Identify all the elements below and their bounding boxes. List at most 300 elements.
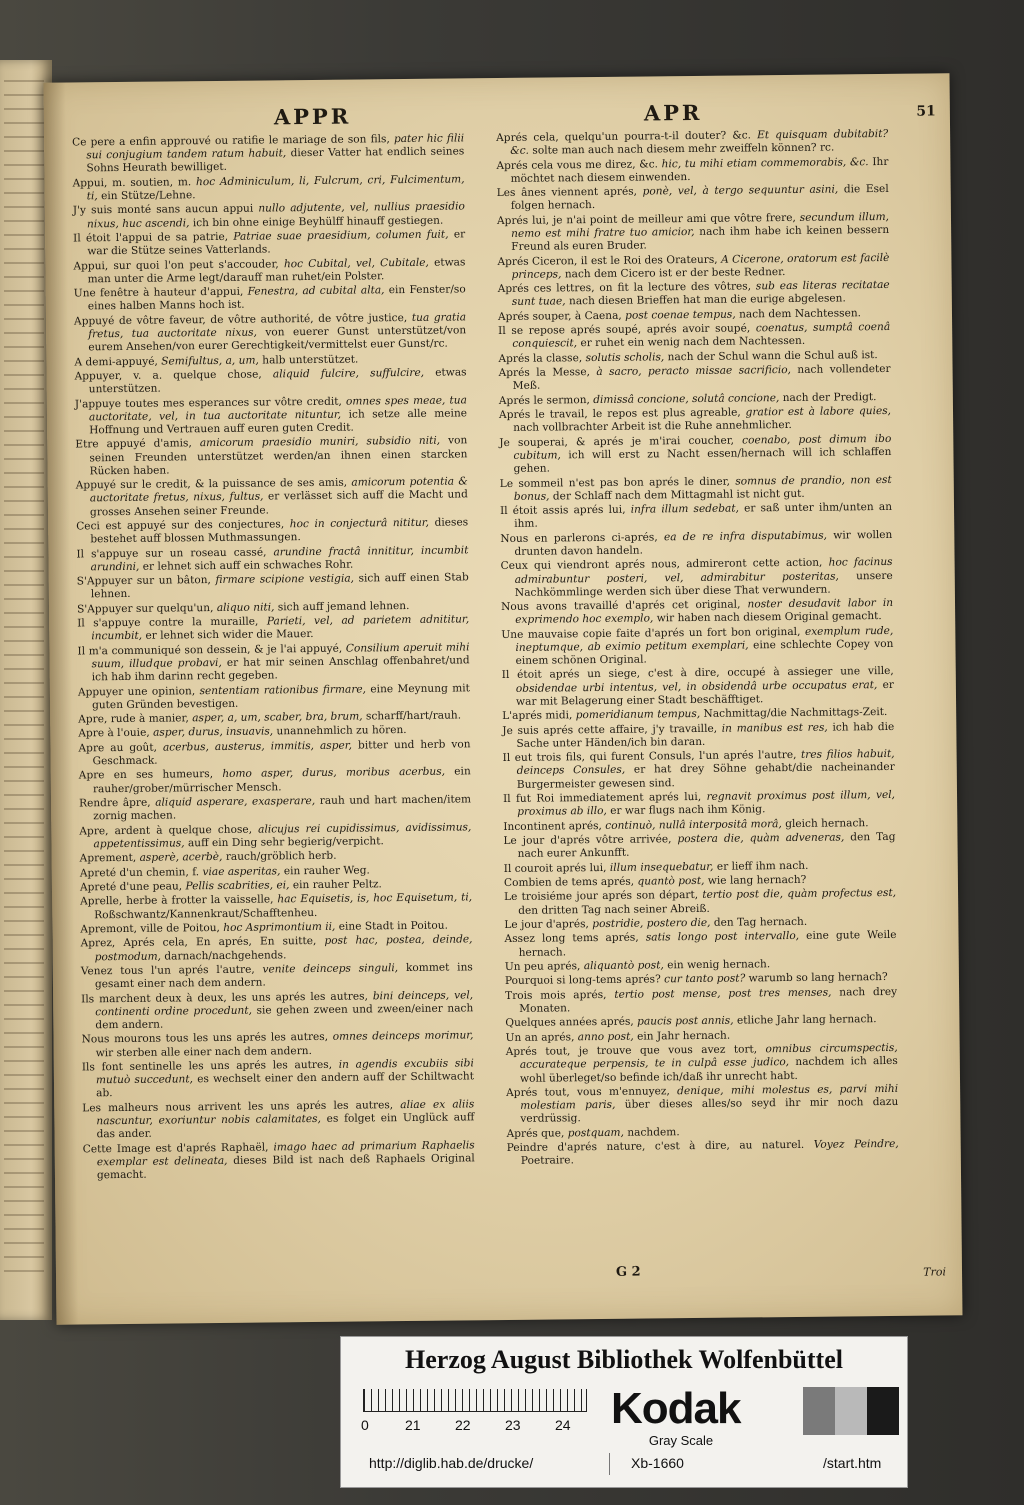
entry-de: sich auff einen Stab lehnen. <box>90 571 469 601</box>
entry-lat: Fenestra, ad cubital alta, <box>247 284 385 298</box>
dictionary-entry <box>81 961 473 992</box>
entry-fr: Appuyé de vôtre faveur, de vôtre authorité, de vôtre justice, <box>73 311 408 328</box>
entry-fr: Aprés souper, à Caena, <box>497 309 622 323</box>
entry-de: er lehnet sich auff ein schwaches Rohr. <box>142 558 354 573</box>
entry-fr: Pourquoi si long-tems aprés? <box>504 973 661 988</box>
entry-lat: hoc Asprimontium ii, <box>223 920 336 934</box>
book-page <box>44 73 963 1324</box>
swatch-mid-gray <box>803 1387 835 1435</box>
entry-lat: coenabo, post dimum ibo cubitum, <box>513 432 892 462</box>
entry-fr: Ils marchent deux à deux, les uns aprés les autres, <box>81 990 368 1006</box>
right-column <box>496 128 899 1170</box>
entry-lat: in agendis excubiis sibi mutuò succedunt, <box>95 1057 474 1087</box>
library-target-card <box>340 1336 908 1488</box>
entry-de: ein rauher/grober/mürrischer Mensch. <box>92 765 471 795</box>
dictionary-entry <box>497 211 889 255</box>
entry-lat: viae asperitas, <box>202 864 281 878</box>
entry-lat: cur tanto post? <box>664 972 746 986</box>
dictionary-entry <box>499 363 891 394</box>
entry-de: nachdem ich alles wohl überleget/so befinde ich/daß ihr unrecht habt. <box>519 1055 898 1085</box>
dictionary-entry <box>73 228 465 259</box>
entry-fr: Il m'a communiqué son dessein, & je l'ai appuyé, <box>77 642 343 658</box>
entry-de: ich setze alle meine Hoffnung und Vertrauen auff euren guten Credit. <box>89 407 468 437</box>
catchword: Troi <box>923 1265 947 1279</box>
dictionary-entry <box>82 1098 474 1142</box>
entry-de: rauh und hart machen/item zornig machen. <box>93 793 472 823</box>
dictionary-entry <box>503 748 895 792</box>
entry-fr: Il s'appuye sur un roseau cassé, <box>76 546 267 560</box>
entry-lat: Voyez Peindre, <box>813 1138 899 1151</box>
entry-de: bitter und herb von Geschmack. <box>92 738 471 768</box>
entry-fr: Aprés lui, je n'ai point de meilleur ami que vôtre frere, <box>496 211 796 227</box>
entry-fr: Apre, rude à manier, <box>78 712 189 726</box>
dictionary-entry <box>79 766 471 797</box>
url-text: http://diglib.hab.de/drucke/ <box>369 1455 534 1471</box>
entry-de: nach der Schul wann die Schul auß ist. <box>667 348 878 364</box>
entry-fr: Etre appuyé d'amis, <box>75 437 192 451</box>
entry-fr: Aprés la classe, <box>498 351 583 365</box>
dictionary-entry <box>499 405 891 436</box>
dictionary-entry <box>73 256 465 287</box>
previous-page-edge <box>0 60 52 1320</box>
entry-fr: Ils font sentinelle les uns aprés les autres, <box>81 1058 333 1074</box>
dictionary-entry <box>498 321 890 352</box>
entry-lat: pomeridianum tempus, <box>575 708 701 722</box>
entry-de: ich bin ohne einige Beyhülff hinauff gestiegen. <box>192 214 444 229</box>
entry-de: solte man auch nach diesem mehr zweiffeln können? rc. <box>532 141 835 157</box>
entry-lat: amicorum potentia & auctoritate fretus, nixus, fultus, <box>89 475 468 505</box>
gray-swatches <box>803 1387 899 1435</box>
entry-fr: Apreté d'un chemin, f. <box>79 865 200 880</box>
entry-fr: Rendre âpre, <box>79 796 151 810</box>
entry-de: er ruhet ein wenig nach dem Nachtessen. <box>580 335 806 350</box>
entry-de: er war flugs nach ihm König. <box>610 803 766 818</box>
dictionary-entry <box>496 128 888 159</box>
kodak-logo-block <box>611 1384 751 1448</box>
entry-fr: Il fut Roi immediatement aprés lui, <box>502 790 702 806</box>
entry-lat: Pellis scabrities, ei, <box>185 879 290 893</box>
entry-fr: Apremont, ville de Poitou, <box>80 921 220 936</box>
entry-de: den Tag hernach. <box>713 915 808 929</box>
entry-fr: Venez tous l'un aprés l'autre, <box>80 963 255 978</box>
entry-de: sie gehen zween und zween/einer nach dem andern. <box>95 1002 474 1032</box>
entry-fr: Nous mourons tous les uns aprés les autres, <box>81 1031 329 1046</box>
ruler-label: 22 <box>455 1417 471 1433</box>
entry-fr: Je souperai, & aprés je m'irai coucher, <box>499 434 735 449</box>
entry-lat: postquam, <box>567 1126 624 1140</box>
dictionary-entry <box>497 252 889 283</box>
entry-fr: Aprés ces lettres, on fit la lecture des vôtres, <box>497 280 752 296</box>
dictionary-entry <box>77 641 469 685</box>
library-name: Herzog August Bibliothek Wolfenbüttel <box>405 1345 843 1374</box>
entry-lat: nullo adjutente, vel, nullius praesidio nixus, huc ascendi, <box>86 200 465 230</box>
entry-de: über dieses alles/so seyd ihr mir noch dazu verdrüssig. <box>520 1096 899 1126</box>
ruler-label: 23 <box>505 1417 521 1433</box>
entry-lat: sub eas literas recitatae sunt tuae, <box>511 279 890 309</box>
entry-fr: Aprés cela vous me direz, &c. <box>496 157 659 172</box>
entry-lat: regnavit proximus post illum, vel, proximus ab illo, <box>517 788 896 819</box>
entry-lat: à sacro, peracto missae sacrificio, <box>596 364 792 379</box>
entry-lat: solutis scholis, <box>585 351 665 364</box>
entry-fr: Un peu aprés, <box>504 960 581 973</box>
entry-fr: Aprés cela, quelqu'un pourra-t-il douter? &c. <box>496 129 752 145</box>
entry-fr: Le jour d'aprés vôtre arrivée, <box>503 833 672 848</box>
dictionary-entry <box>499 433 891 477</box>
entry-de: ein rauher Peltz. <box>292 878 382 892</box>
entry-lat: acerbus, austerus, immitis, asper, <box>162 739 353 754</box>
entry-lat: somnus de prandio, non est bonus, <box>513 473 892 503</box>
entry-lat: hoc Adminiculum, li, Fulcrum, cri, Fulcimentum, ti, <box>86 173 465 203</box>
entry-fr: Aprés la Messe, <box>498 366 591 380</box>
entry-fr: Cette Image est d'aprés Raphaël, <box>82 1141 269 1156</box>
entry-lat: tertio post mense, post tres menses, <box>614 986 832 1001</box>
dictionary-entry <box>75 394 467 438</box>
entry-fr: Il s'appuye contre la muraille, <box>77 615 259 630</box>
entry-lat: A Cicerone, oratorum est facilè princeps, <box>511 251 890 281</box>
entry-de: er verlässet sich auff die Macht und grosses Ansehen seiner Freunde. <box>89 488 468 518</box>
entry-fr: Trois mois aprés, <box>505 988 607 1002</box>
dictionary-entry <box>496 156 888 187</box>
entry-lat: in manibus est res, <box>721 721 828 735</box>
entry-fr: Aprés le travail, le repos est plus agreable, <box>498 406 741 422</box>
measurement-ruler <box>363 1389 587 1412</box>
entry-fr: Il étoit l'appui de sa patrie, <box>73 230 229 245</box>
entry-fr: Aprés le sermon, <box>498 393 590 407</box>
dictionary-entry <box>505 986 897 1017</box>
entry-lat: continuò, nullâ interpositâ morâ, <box>605 817 782 832</box>
entry-lat: hoc Cubital, vel, Cubitale, <box>283 256 429 270</box>
entry-lat: omnes spes meae, tua auctoritate, vel, in tua auctoritate nituntur, <box>88 393 467 424</box>
ruler-label: 21 <box>405 1417 421 1433</box>
entry-lat: coenatus, sumptâ coenâ conquiescit, <box>512 321 891 351</box>
entry-fr: Apre au goût, <box>78 741 158 755</box>
entry-de: ein wenig hernach. <box>667 958 771 972</box>
entry-lat: sententiam rationibus firmare, <box>199 682 367 697</box>
entry-de: unannehmlich zu hören. <box>276 724 407 738</box>
entry-lat: Consilium aperuit mihi suum, illudque probavi, <box>91 641 470 671</box>
dictionary-entry <box>500 501 892 532</box>
entry-fr: Il eut trois fils, qui furent Consuls, l'un aprés l'autre, <box>502 749 797 765</box>
entry-fr: Le sommeil n'est pas bon aprés le diner, <box>499 475 730 490</box>
entry-de: Ihr möchtet nach diesem einwenden. <box>510 155 889 185</box>
dictionary-entry <box>82 1057 474 1101</box>
entry-lat: post coenae tempus, <box>625 308 736 322</box>
entry-de: nach der Predigt. <box>782 390 877 404</box>
swatch-light-gray <box>835 1387 867 1435</box>
entry-fr: Ceux qui viendront aprés nous, admireront cette action, <box>500 556 823 573</box>
dictionary-entry <box>79 821 471 852</box>
dictionary-entry <box>504 929 896 960</box>
entry-de: er lieff ihm nach. <box>716 859 809 873</box>
entry-de: warumb so lang hernach? <box>748 971 888 985</box>
dictionary-entry <box>72 132 464 176</box>
entry-de: Poetraire. <box>520 1154 574 1168</box>
entry-de: etwas man unter die Arme legt/darauff man ruhet/ein Polster. <box>87 255 466 286</box>
entry-de: eine schlechte Copey von einem schönen Original. <box>515 637 894 667</box>
entry-lat: aliquid asperare, exasperare, <box>155 795 316 809</box>
entry-de: eine Meynung mit guten Gründen bevestigen. <box>91 681 470 712</box>
entry-lat: tertio post die, quàm profectus est, <box>702 887 897 902</box>
running-head-left: APPR <box>273 103 352 130</box>
entry-de: scharff/hart/rauh. <box>365 709 462 723</box>
entry-fr: S'Appuyer sur un bâton, <box>76 574 211 588</box>
entry-lat: alicujus rei cupidissimus, avidissimus, appetentissimus, <box>93 820 472 851</box>
dictionary-entry <box>501 597 893 628</box>
entry-de: auff ein Ding sehr begierig/verpicht. <box>187 835 384 850</box>
entry-lat: Parieti, vel, ad parietem adnititur, incumbit, <box>91 613 470 643</box>
gray-scale-label: Gray Scale <box>648 1433 714 1448</box>
entry-de: dieses Bild ist nach deß Raphaels Original gemacht. <box>96 1152 475 1182</box>
entry-fr: Incontinent aprés, <box>503 819 602 833</box>
dictionary-entry <box>506 1083 898 1127</box>
entry-fr: Aprés tout, vous m'ennuyez, <box>506 1085 670 1099</box>
entry-lat: aliquo niti, <box>216 601 275 614</box>
dictionary-entry <box>73 201 465 232</box>
dictionary-entry <box>501 625 893 669</box>
entry-de: etwas unterstützen. <box>88 366 467 396</box>
entry-lat: omnibus circumspectis, accurateque perpensis, te in culpâ esse judico, <box>519 1042 898 1072</box>
entry-fr: Les ânes viennent aprés, <box>496 185 638 200</box>
dictionary-entry <box>83 1139 475 1183</box>
entry-fr: Ceci est appuyé sur des conjectures, <box>76 518 285 533</box>
entry-lat: firmare scipione vestigia, <box>215 572 355 587</box>
entry-de: wir sterben alle einer nach dem andern. <box>95 1044 312 1059</box>
dictionary-entry <box>506 1042 898 1086</box>
dictionary-entry <box>81 989 473 1033</box>
entry-lat: venite deinceps singuli, <box>262 962 399 976</box>
dictionary-entry <box>74 284 466 315</box>
entry-fr: A demi-appuyé, <box>74 355 158 369</box>
entry-fr: Nous avons travaillé d'aprés cet original, <box>500 598 741 614</box>
entry-fr: Les malheurs nous arrivent les uns aprés les autres, <box>82 1098 394 1115</box>
entry-fr: Peindre d'aprés nature, c'est à dire, au naturel. <box>506 1139 805 1155</box>
entry-lat: amicorum praesidio muniri, subsidio niti, <box>199 434 441 450</box>
dictionary-entry <box>79 793 471 824</box>
entry-fr: L'aprés midi, <box>502 709 573 723</box>
entry-lat: obsidendae urbi intentus, vel, in obsidendâ urbe occupatus erat, <box>515 678 878 695</box>
entry-fr: Un an aprés, <box>505 1031 575 1044</box>
entry-lat: asper, durus, insuavis, <box>152 725 274 740</box>
shelfmark: Xb-1660 <box>631 1455 684 1471</box>
entry-de: die Esel folgen hernach. <box>510 183 889 213</box>
entry-lat: asper, a, um, scaber, bra, brum, <box>192 710 363 725</box>
entry-lat: hoc facinus admirabuntur posteri, vel, admirabitur posteritas, <box>514 556 893 586</box>
dictionary-entry <box>76 516 468 547</box>
entry-de: er hat drey Söhne gehabt/die nacheinander Burgermeister gewesen sind. <box>516 761 895 791</box>
entry-de: der Schlaff nach dem Mittagmahl ist nicht gut. <box>552 487 805 503</box>
entry-de: unsere Nachkömmlinge werden sich über diese That verwundern. <box>514 569 893 599</box>
entry-fr: Appui, sur quoi l'on peut s'accouder, <box>73 257 279 273</box>
entry-fr: Je suis aprés cette affaire, j'y travaille, <box>502 722 718 737</box>
card-footer <box>341 1453 907 1477</box>
entry-lat: arundine fractâ innititur, incumbit arundini, <box>90 543 469 574</box>
entry-lat: gratior est à labore quies, <box>745 405 892 419</box>
entry-fr: Aprés que, <box>506 1127 565 1140</box>
entry-fr: Combien de tems aprés, <box>503 875 635 890</box>
entry-de: er war die Stütze seines Vatterlands. <box>87 228 466 258</box>
entry-de: kommet ins gesamt einer nach dem andern. <box>94 961 473 991</box>
entry-lat: asperè, acerbè, <box>139 851 223 865</box>
entry-de: ein rauher Weg. <box>283 864 370 877</box>
entry-lat: pater hic filii sui conjugium tandem ratum habuit, <box>86 132 465 162</box>
entry-fr: Appuyer une opinion, <box>77 684 196 698</box>
left-column <box>72 132 475 1183</box>
entry-fr: Aprés tout, je trouve que vous avez tort, <box>505 1043 758 1059</box>
entry-de: von euerer Gunst unterstützet/von eurem Ansehen/von eurer Gerechtigkeit/vermittelst euer Gunst/rc. <box>88 324 467 354</box>
dictionary-entry <box>75 435 467 479</box>
entry-lat: bini deinceps, vel, continenti ordine procedunt, <box>95 988 474 1019</box>
entry-de: rauch/gröblich herb. <box>225 850 337 864</box>
footer-divider <box>609 1453 610 1475</box>
entry-fr: Apre, ardent à quelque chose, <box>79 823 253 838</box>
dictionary-entry <box>504 887 896 918</box>
entry-de: nach vollendeter Meß. <box>512 363 891 393</box>
entry-de: wir wollen drunten davon handeln. <box>514 528 893 558</box>
running-head-right: APR <box>643 99 703 126</box>
dictionary-entry <box>77 613 469 644</box>
dictionary-entry <box>502 721 894 752</box>
entry-lat: tres filios habuit, deinceps Consules, <box>516 748 895 778</box>
entry-de: dieser Vatter hat endlich seines Sohns Heurath bewilliget. <box>86 145 465 175</box>
entry-fr: Apre en ses humeurs, <box>78 768 214 782</box>
ruler-labels <box>359 1417 591 1433</box>
entry-fr: Assez long tems aprés, <box>504 931 639 946</box>
dictionary-entry <box>80 892 472 923</box>
entry-de: ein Stütze/Lehne. <box>101 189 196 203</box>
entry-lat: anno post, <box>577 1030 634 1044</box>
entry-fr: Appui, m. soutien, m. <box>72 176 192 190</box>
entry-de: wir haben nach diesem Original gemacht. <box>656 610 882 625</box>
entry-de: sich auff jemand lehnen. <box>277 599 410 614</box>
entry-de: es wechselt einer den andern auff der Schiltwacht ab. <box>96 1070 475 1100</box>
entry-lat: Et quisquam dubitabit? &c. <box>510 127 889 158</box>
entry-fr: J'appuye toutes mes esperances sur vôtre credit, <box>74 395 342 411</box>
kodak-logo: Kodak <box>611 1384 741 1433</box>
dictionary-entry <box>503 831 895 862</box>
entry-fr: Aprés Ciceron, il est le Roi des Orateurs, <box>497 253 718 268</box>
dictionary-entry <box>74 311 466 355</box>
entry-lat: satis longo post intervallo, <box>645 930 800 944</box>
entry-fr: Une fenêtre à hauteur d'appui, <box>73 285 244 300</box>
entry-de: den Tag nach eurer Ankunfft. <box>517 830 896 861</box>
dictionary-entry <box>73 173 465 204</box>
ruler-label: 0 <box>361 1417 369 1433</box>
entry-fr: Une mauvaise copie faite d'aprés un fort bon original, <box>501 625 801 641</box>
entry-fr: Apreté d'une peau, <box>79 880 183 894</box>
swatch-black <box>867 1387 899 1435</box>
entry-fr: Le jour d'aprés, <box>504 918 589 932</box>
entry-de: Nachmittag/die Nachmittags-Zeit. <box>703 706 888 721</box>
dictionary-entry <box>501 556 893 600</box>
entry-de: von seinen Freunden unterstützet werden/an ihnen einen starcken Rücken haben. <box>89 434 468 478</box>
entry-fr: Aprelle, herbe à frotter la vaisselle, <box>80 893 274 908</box>
entry-de: er lehnet sich wider die Mauer. <box>145 628 314 643</box>
entry-fr: S'Appuyer sur quelqu'un, <box>76 601 214 616</box>
entry-de: er war mit Belagerung einer Stadt beschäfftiget. <box>515 678 894 708</box>
entry-lat: post hac, postea, deinde, postmodum, <box>94 933 473 963</box>
entry-fr: Le troisiéme jour aprés son départ, <box>504 889 699 904</box>
dictionary-entry <box>80 934 472 965</box>
entry-lat: ponè, vel, à tergo sequuntur asini, <box>642 183 839 198</box>
dictionary-entry <box>78 682 470 713</box>
entry-de: ein Jahr hernach. <box>637 1029 731 1043</box>
entry-lat: denique, mihi molestus es, parvi mihi molestiam paris, <box>520 1082 899 1112</box>
entry-de: etliche Jahr lang hernach. <box>736 1013 877 1027</box>
entry-fr: Aprement, <box>79 852 137 865</box>
entry-fr: Ce pere a enfin approuvé ou ratifie le mariage de son fils, <box>72 133 390 149</box>
dictionary-entry <box>76 544 468 575</box>
entry-lat: aliquid fulcire, suffulcire, <box>272 366 425 381</box>
entry-de: den dritten Tag nach seiner Abreiß. <box>518 902 710 917</box>
entry-lat: hoc in conjecturâ nititur, <box>289 516 430 531</box>
entry-lat: paucis post annis, <box>637 1014 734 1028</box>
ruler-label: 24 <box>555 1417 571 1433</box>
entry-lat: Semifultus, a, um, <box>161 354 259 368</box>
entry-de: dieses bestehet auff blossen Muthmassungen. <box>90 516 469 546</box>
dictionary-entry <box>75 366 467 397</box>
dictionary-entry <box>500 529 892 560</box>
dictionary-entry <box>498 279 890 310</box>
entry-fr: J'y suis monté sans aucun appui <box>72 202 254 217</box>
entry-de: eine gute Weile hernach. <box>518 929 897 959</box>
entry-de: es folget ein Unglück auff das ander. <box>96 1111 475 1141</box>
entry-lat: exemplum rude, ineptumque, ab eximio petitum exemplari, <box>515 624 894 654</box>
entry-lat: aliae ex aliis nascuntur, exoriuntur nobis calamitates, <box>96 1098 475 1128</box>
entry-de: nach dem Nachtessen. <box>739 306 862 321</box>
entry-fr: Il couroit aprés lui, <box>503 861 607 875</box>
entry-lat: hic, tu mihi etiam commemorabis, &c. <box>661 155 869 170</box>
entry-lat: secundum illum, nemo est mihi fratre tuo amicior, <box>511 210 890 240</box>
dictionary-entry <box>78 738 470 769</box>
dictionary-entry <box>76 475 468 519</box>
signature-mark: G 2 <box>615 1264 641 1280</box>
entry-lat: postera die, quàm adveneras, <box>677 831 845 846</box>
dictionary-entry <box>502 665 894 709</box>
entry-fr: Il étoit aprés un siege, c'est à dire, occupé à assieger une ville, <box>501 665 894 682</box>
entry-de: wie lang hernach? <box>707 873 807 887</box>
entry-lat: tua gratia fretus, tua auctoritate nixus, <box>88 311 467 341</box>
entry-de: Roßschwantz/Kannenkraut/Schafftenheu. <box>94 906 318 921</box>
entry-lat: homo asper, durus, moribus acerbus, <box>222 766 446 781</box>
entry-de: ich will erst zu Nacht essen/hernach will ich schlaffen gehen. <box>513 445 892 476</box>
entry-lat: infra illum sedebat, <box>630 502 740 516</box>
entry-de: nach dem Cicero ist er der beste Redner. <box>564 265 786 281</box>
entry-de: nachdem. <box>627 1125 680 1139</box>
start-path: /start.htm <box>823 1455 882 1471</box>
entry-de: nach diesen Brieffen hat man die eurige abgelesen. <box>568 292 846 308</box>
entry-lat: noster desudavit labor in exprimendo hoc exemplo, <box>515 597 894 627</box>
entry-lat: imago haec ad primarium Raphaelis exemplar est delineata, <box>96 1138 475 1169</box>
entry-de: eine Stadt in Poitou. <box>338 919 449 933</box>
dictionary-entry <box>500 473 892 504</box>
dictionary-entry <box>497 183 889 214</box>
entry-de: er saß unter ihm/unten an ihm. <box>514 501 893 531</box>
entry-de: ein Fenster/so eines halben Manns hoch ist. <box>87 283 466 313</box>
entry-lat: aliquantò post, <box>583 959 664 973</box>
entry-de: darnach/nachgehends. <box>164 948 287 963</box>
entry-de: ich hab die Sache unter Händen/ich bin daran. <box>516 720 895 750</box>
entry-fr: Appuyer, v. a. quelque chose, <box>74 368 262 383</box>
entry-lat: illum insequebatur, <box>609 860 714 874</box>
dictionary-entry <box>503 789 895 820</box>
dictionary-entry <box>507 1138 899 1169</box>
entry-lat: dimissâ concione, solutâ concione, <box>593 391 780 406</box>
entry-lat: quantò post, <box>637 874 705 888</box>
entry-lat: Patriae suae praesidium, columen fuit, <box>233 228 449 243</box>
entry-fr: Il étoit assis aprés lui, <box>499 503 626 518</box>
entry-lat: omnes deinceps morimur, <box>332 1029 474 1044</box>
entry-lat: hac Equisetis, is, hoc Equisetum, ti, <box>277 891 473 906</box>
